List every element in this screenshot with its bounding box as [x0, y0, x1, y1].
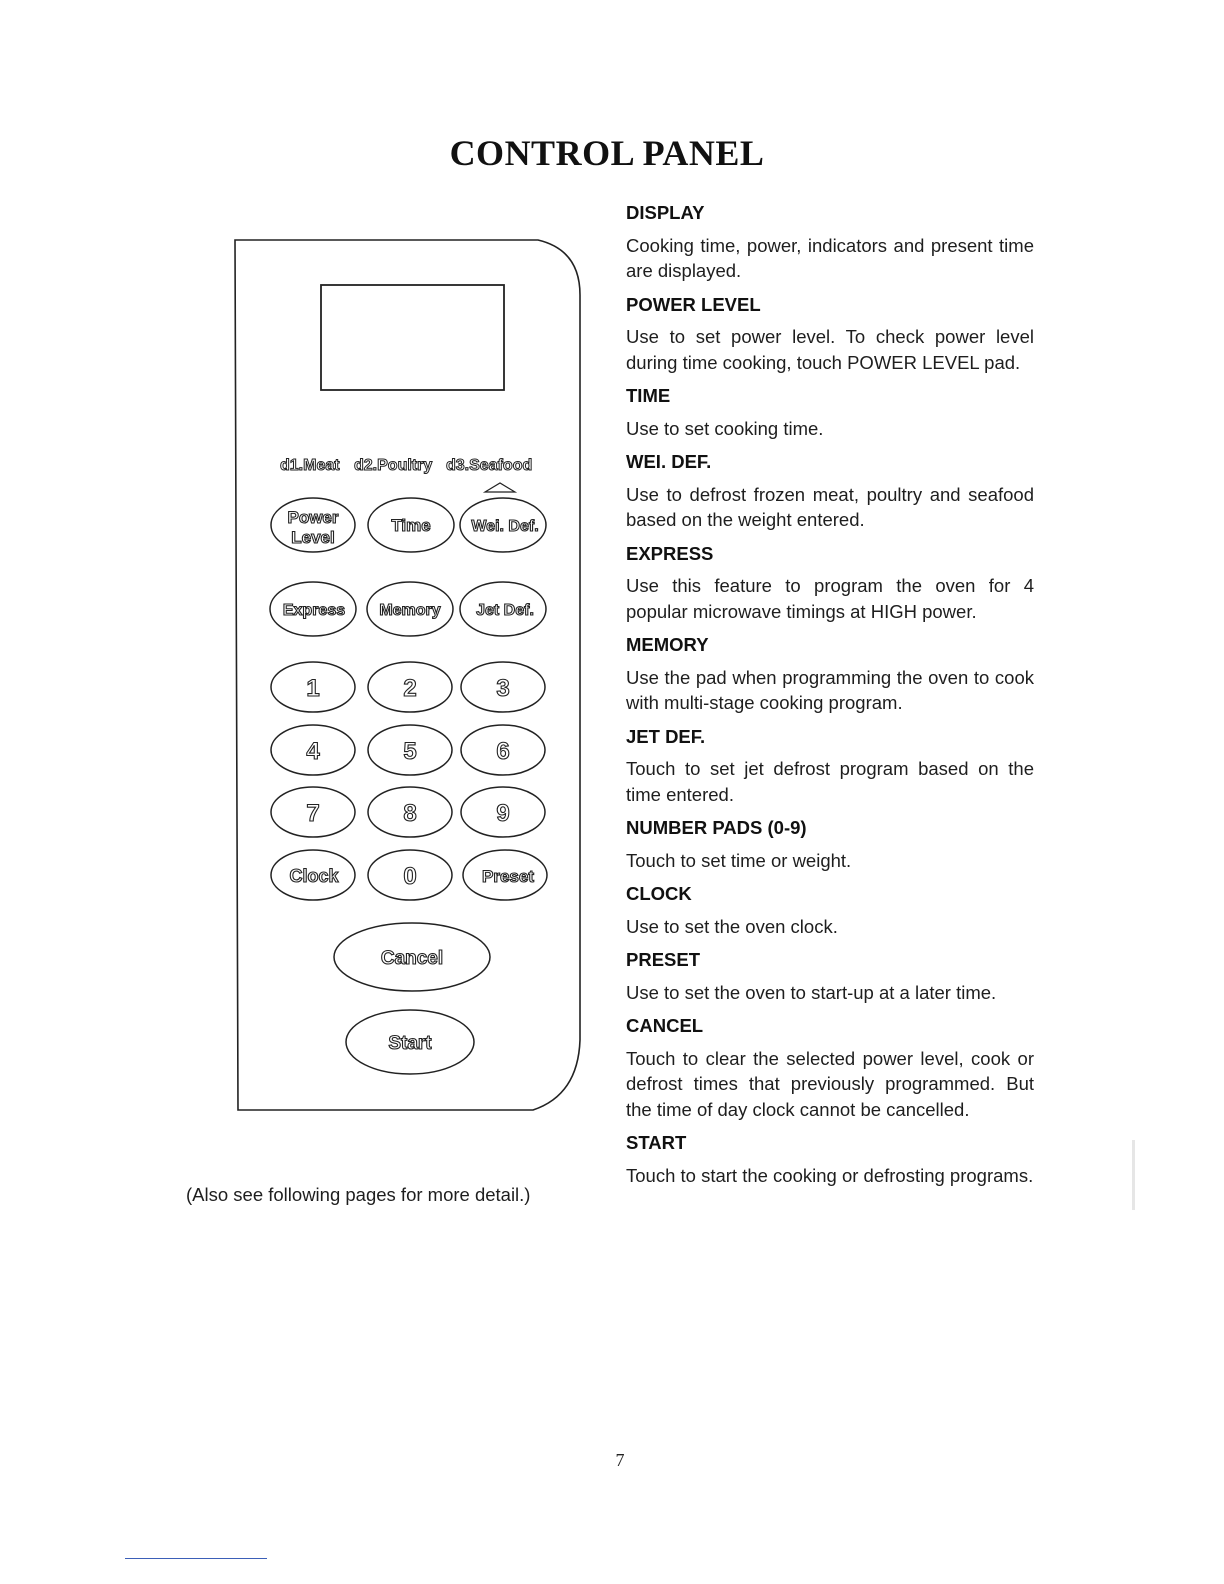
power-level-label-1: Power	[287, 508, 339, 527]
desc-body: Use to set the oven to start-up at a later time.	[626, 981, 997, 1003]
number-pad-6-label: 6	[496, 738, 510, 765]
number-pad-0[interactable]	[368, 850, 452, 900]
mode-label-meat: d1.Meat	[280, 457, 340, 474]
wei-def-button[interactable]	[460, 498, 546, 552]
desc-preset	[626, 947, 1034, 1005]
cancel-button[interactable]	[334, 923, 490, 991]
desc-heading: PRESET	[626, 949, 701, 970]
preset-label: Preset	[482, 867, 534, 886]
desc-heading: CANCEL	[626, 1015, 704, 1036]
jet-def-label: Jet Def.	[476, 602, 534, 619]
bottom-rule	[125, 1558, 267, 1559]
footnote: (Also see following pages for more detail.)	[186, 1184, 531, 1205]
page-title: CONTROL PANEL	[449, 133, 765, 173]
control-panel-diagram	[228, 235, 590, 1117]
express-label: Express	[282, 602, 346, 619]
desc-body: Use to set cooking time.	[626, 417, 824, 439]
number-pad-8-label: 8	[403, 800, 417, 827]
number-pad-4[interactable]	[271, 725, 355, 775]
desc-time	[626, 383, 1034, 441]
number-pad-2[interactable]	[368, 662, 452, 712]
desc-number-pads	[626, 815, 1034, 873]
desc-body: Use to defrost frozen meat, poultry and seafood based on the weight entered.	[626, 483, 1034, 530]
desc-body: Cooking time, power, indicators and present time are displayed.	[626, 234, 1034, 281]
number-pad-8[interactable]	[368, 787, 452, 837]
number-pad-1[interactable]	[271, 662, 355, 712]
number-pad-9[interactable]	[461, 787, 545, 837]
number-pad-6[interactable]	[461, 725, 545, 775]
display-window	[321, 285, 504, 390]
wei-def-label: Wei. Def.	[471, 518, 539, 535]
jet-def-button[interactable]	[460, 582, 546, 636]
clock-button[interactable]	[271, 850, 355, 900]
number-pad-4-label: 4	[306, 738, 320, 765]
number-pad-7-label: 7	[306, 800, 320, 827]
number-pad-5[interactable]	[368, 725, 452, 775]
desc-heading: POWER LEVEL	[626, 293, 761, 315]
desc-heading: WEI. DEF.	[626, 451, 712, 472]
power-level-button[interactable]	[271, 498, 355, 552]
desc-heading: EXPRESS	[626, 542, 714, 564]
desc-body: Touch to set jet defrost program based on the time entered.	[626, 758, 1034, 805]
control-panel-svg	[228, 235, 590, 1117]
indicator-triangle-icon	[485, 483, 515, 492]
desc-body: Use to set the oven clock.	[626, 915, 838, 937]
power-level-label-2: Level	[291, 528, 335, 547]
number-pad-9-label: 9	[496, 800, 510, 827]
start-button[interactable]	[346, 1010, 474, 1074]
mode-label-poultry: d2.Poultry	[354, 457, 433, 474]
desc-heading: CLOCK	[626, 883, 692, 904]
desc-body: Use this feature to program the oven for 4 popular microwave timings at HIGH power.	[626, 575, 1034, 622]
desc-body: Touch to set time or weight.	[626, 849, 852, 871]
desc-jet-def	[626, 724, 1034, 808]
desc-start	[626, 1130, 1034, 1188]
memory-label: Memory	[379, 602, 441, 619]
desc-cancel	[626, 1013, 1034, 1122]
desc-memory	[626, 632, 1034, 716]
desc-heading: TIME	[626, 385, 671, 406]
page-number: 7	[615, 1450, 625, 1470]
number-pad-2-label: 2	[403, 675, 417, 702]
desc-display	[626, 200, 1034, 284]
desc-heading: MEMORY	[626, 634, 709, 655]
description-list	[626, 200, 1034, 1196]
number-pad-5-label: 5	[403, 738, 417, 765]
number-pad-3[interactable]	[461, 662, 545, 712]
memory-button[interactable]	[367, 582, 453, 636]
scan-edge-mark	[1132, 1140, 1135, 1210]
desc-clock	[626, 881, 1034, 939]
desc-heading: DISPLAY	[626, 202, 705, 223]
number-pad-7[interactable]	[271, 787, 355, 837]
desc-wei-def	[626, 449, 1034, 533]
desc-express	[626, 541, 1034, 625]
desc-power-level	[626, 292, 1034, 376]
clock-label: Clock	[289, 866, 339, 886]
desc-heading: NUMBER PADS (0-9)	[626, 817, 807, 838]
express-button[interactable]	[270, 582, 356, 636]
number-pad-0-label: 0	[403, 863, 417, 890]
mode-label-seafood: d3.Seafood	[446, 457, 533, 474]
desc-body: Use to set power level. To check power level during time cooking, touch POWER LEVEL pad.	[626, 326, 1034, 373]
desc-body: Touch to start the cooking or defrosting programs.	[626, 1164, 1034, 1186]
time-label: Time	[391, 516, 431, 535]
start-label: Start	[388, 1033, 432, 1054]
number-pad-3-label: 3	[496, 675, 510, 702]
preset-button[interactable]	[463, 850, 547, 900]
desc-heading: START	[626, 1132, 687, 1153]
desc-body: Use the pad when programming the oven to cook with multi-stage cooking program.	[626, 666, 1034, 713]
time-button[interactable]	[368, 498, 454, 552]
desc-heading: JET DEF.	[626, 725, 706, 747]
cancel-label: Cancel	[380, 948, 444, 969]
number-pad-1-label: 1	[306, 675, 320, 702]
desc-body: Touch to clear the selected power level, cook or defrost times that previously programmed. But the time of day clock cannot be cancelled.	[626, 1047, 1034, 1120]
